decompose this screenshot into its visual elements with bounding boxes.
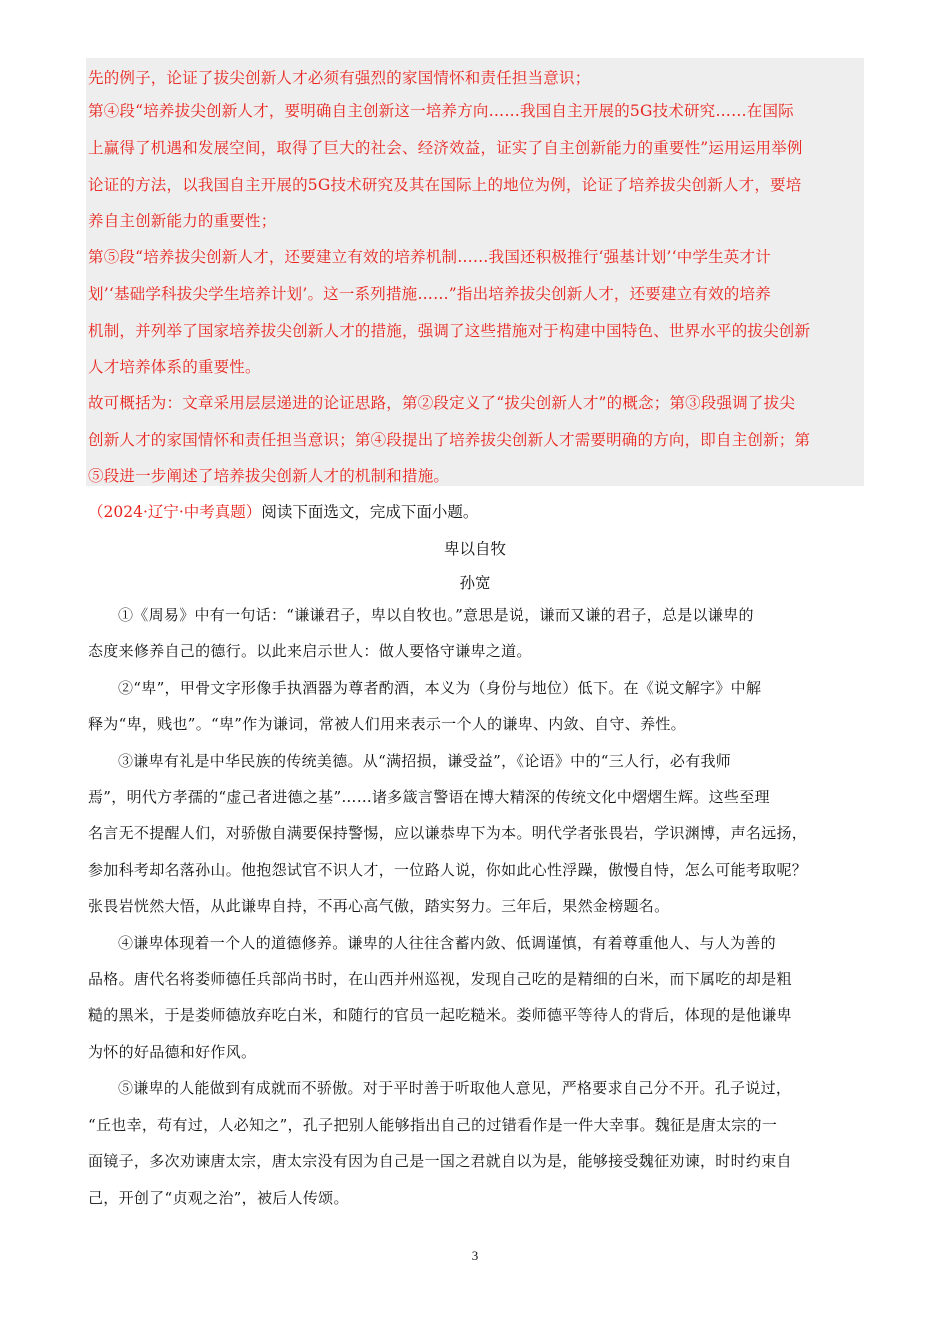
answer-line: 故可概括为：文章采用层层递进的论证思路，第②段定义了“拔尖创新人才”的概念；第③段强调了拔尖 (88, 394, 796, 412)
article-author: 孙宽 (459, 574, 491, 592)
answer-line: 创新人才的家国情怀和责任担当意识；第④段提出了培养拔尖创新人才需要明确的方向，即自主创新；第 (88, 431, 811, 449)
article-line: ④谦卑体现着一个人的道德修养。谦卑的人往往含蓄内敛、低调谨慎，有着尊重他人、与人为善的 (118, 934, 776, 952)
answer-explanation-box (86, 58, 864, 486)
answer-line: 养自主创新能力的重要性； (88, 212, 277, 230)
article-line: ⑤谦卑的人能做到有成就而不骄傲。对于平时善于听取他人意见，严格要求自己分不开。孔子说过， (118, 1079, 792, 1097)
article-line: 为怀的好品德和好作风。 (88, 1043, 257, 1061)
article-line: 糙的黑米，于是娄师德放弃吃白米，和随行的官员一起吃糙米。娄师德平等待人的背后，体现的是他谦卑 (88, 1006, 792, 1024)
article-line: 参加科考却名落孙山。他抱怨试官不识人才，一位路人说，你如此心性浮躁，傲慢自恃，怎么可能考取呢？ (88, 861, 808, 879)
article-line: 面镜子，多次劝谏唐太宗，唐太宗没有因为自己是一国之君就自以为是，能够接受魏征劝谏，时时约束自 (88, 1152, 792, 1170)
page-number: 3 (471, 1248, 479, 1263)
answer-line: 人才培养体系的重要性。 (88, 358, 261, 376)
answer-line: 第④段“培养拔尖创新人才，要明确自主创新这一培养方向……我国自主开展的5G技术研究……在国际 (88, 102, 794, 120)
article-line: ①《周易》中有一句话：“谦谦君子，卑以自牧也。”意思是说，谦而又谦的君子，总是以谦卑的 (118, 606, 754, 624)
answer-line: 划’‘基础学科拔尖学生培养计划’。这一系列措施……”指出培养拔尖创新人才，还要建立有效的培养 (88, 285, 771, 303)
answer-line: ⑤段进一步阐述了培养拔尖创新人才的机制和措施。 (88, 467, 450, 485)
question-source-line (88, 500, 478, 522)
answer-line: 上赢得了机遇和发展空间，取得了巨大的社会、经济效益，证实了自主创新能力的重要性”运用运用举例 (88, 139, 803, 157)
article-line: ③谦卑有礼是中华民族的传统美德。从“满招损，谦受益”，《论语》中的“三人行，必有我师 (118, 752, 732, 770)
question-instruction: 阅读下面选文，完成下面小题。 (261, 503, 479, 521)
article-line: ②“卑”，甲骨文字形像手执酒器为尊者酌酒，本义为（身份与地位）低下。在《说文解字》中解 (118, 679, 762, 697)
article-line: 名言无不提醒人们，对骄傲自满要保持警惕，应以谦恭卑下为本。明代学者张畏岩，学识渊博，声名远扬， (88, 824, 808, 842)
article-line: 态度来修养自己的德行。以此来启示世人：做人要恪守谦卑之道。 (88, 642, 532, 660)
answer-line: 机制，并列举了国家培养拔尖创新人才的措施，强调了这些措施对于构建中国特色、世界水平的拔尖创新 (88, 322, 811, 340)
article-line: 释为“卑，贱也”。“卑”作为谦词，常被人们用来表示一个人的谦卑、内敛、自守、养性。 (88, 715, 686, 733)
article-line: 焉”，明代方孝孺的“虚己者进德之基”……诸多箴言警语在博大精深的传统文化中熠熠生辉。这些至理 (88, 788, 770, 806)
answer-line: 第⑤段“培养拔尖创新人才，还要建立有效的培养机制……我国还积极推行‘强基计划’‘中学生英才计 (88, 248, 771, 266)
answer-line: 先的例子，论证了拔尖创新人才必须有强烈的家国情怀和责任担当意识； (88, 69, 591, 87)
answer-line: 论证的方法，以我国自主开展的5G技术研究及其在国际上的地位为例，论证了培养拔尖创新人才，要培 (88, 176, 802, 194)
article-title: 卑以自牧 (443, 540, 506, 558)
article-line: “丘也幸，苟有过，人必知之”，孔子把别人能够指出自己的过错看作是一件大幸事。魏征是唐太宗的一 (88, 1116, 778, 1134)
article-line: 品格。唐代名将娄师德任兵部尚书时，在山西并州巡视，发现自己吃的是精细的白米，而下属吃的却是粗 (88, 970, 792, 988)
article-line: 张畏岩恍然大悟，从此谦卑自持，不再心高气傲，踏实努力。三年后，果然金榜题名。 (88, 897, 670, 915)
article-line: 己，开创了“贞观之治”，被后人传颂。 (88, 1189, 349, 1207)
exam-source-tag: （2024·辽宁·中考真题） (88, 503, 262, 521)
